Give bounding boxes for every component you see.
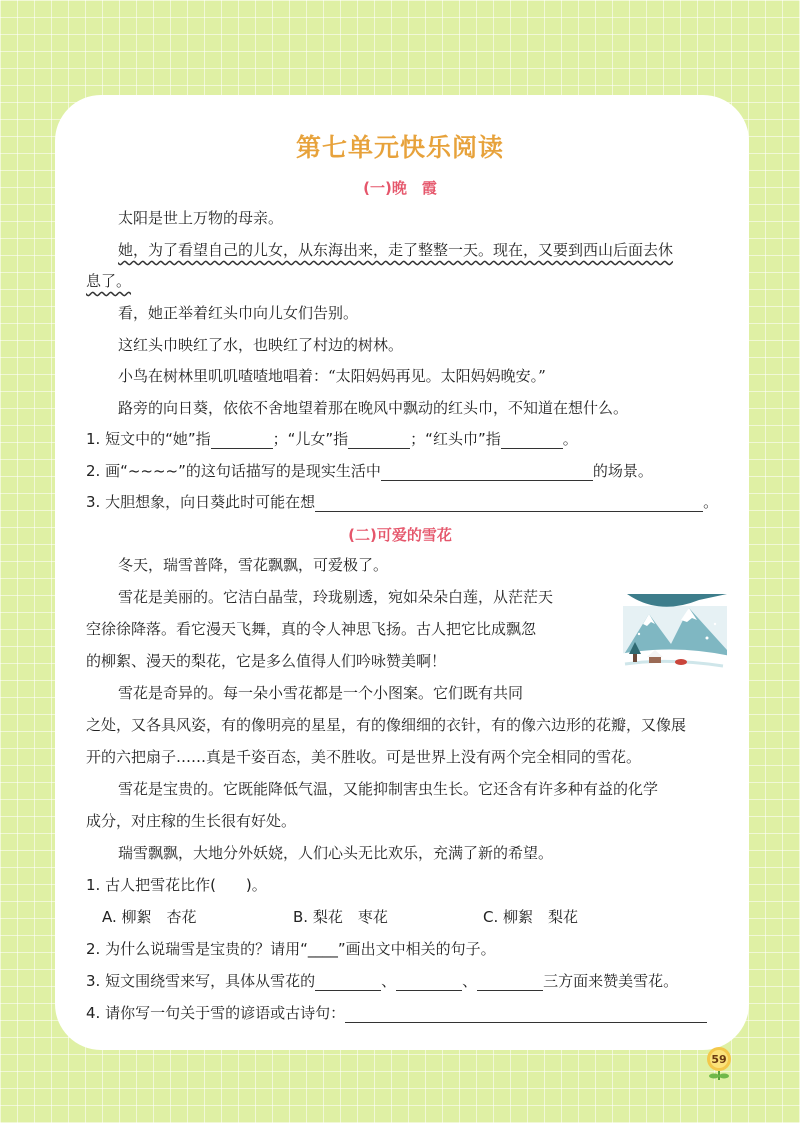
page-number: 59 <box>711 1053 727 1066</box>
s2-paragraph-2-cont: 空徐徐降落。看它漫天飞舞，真的令人神思飞扬。古人把它比成飘忽 <box>86 620 537 638</box>
answer-blank[interactable] <box>477 974 543 991</box>
s1-paragraph-5: 小鸟在树林里叽叽喳喳地唱着：“太阳妈妈再见。太阳妈妈晚安。” <box>118 367 546 385</box>
s2-paragraph-4: 雪花是宝贵的。它既能降低气温，又能抑制害虫生长。它还含有许多种有益的化学 <box>118 780 659 798</box>
s1-paragraph-2-cont: 息了。 <box>86 272 132 290</box>
page-title: 第七单元快乐阅读 <box>295 133 504 162</box>
answer-blank[interactable] <box>381 464 593 481</box>
s1-paragraph-4: 这红头巾映红了水，也映红了村边的树林。 <box>118 336 404 354</box>
s1-question-1: 1. 短文中的“她”指 ；“儿女”指 ；“红头巾”指 。 <box>86 430 578 448</box>
s2-paragraph-4-cont: 成分，对庄稼的生长很有好处。 <box>86 812 297 830</box>
s2-paragraph-2: 雪花是美丽的。它洁白晶莹，玲珑剔透，宛如朵朵白莲，从茫茫天 <box>118 588 554 606</box>
s1-question-2: 2. 画“~~~~”的这句话描写的是现实生活中 的场景。 <box>86 462 653 480</box>
answer-blank[interactable] <box>501 432 563 449</box>
answer-blank[interactable] <box>348 432 410 449</box>
s2-question-2: 2. 为什么说瑞雪是宝贵的？请用“____”画出文中相关的句子。 <box>86 940 496 958</box>
s1-paragraph-1: 太阳是世上万物的母亲。 <box>118 209 284 227</box>
s2-paragraph-2-cont2: 的柳絮、漫天的梨花，它是多么值得人们吟咏赞美啊！ <box>86 652 447 670</box>
s2-paragraph-3-cont2: 开的六把扇子……真是千姿百态，美不胜收。可是世界上没有两个完全相同的雪花。 <box>86 748 642 766</box>
answer-blank[interactable] <box>315 495 703 512</box>
s2-paragraph-3-cont: 之处，又各具风姿，有的像明亮的星星，有的像细细的衣针，有的像六边形的花瓣，又像展 <box>86 716 687 734</box>
answer-blank[interactable] <box>211 432 273 449</box>
s1-paragraph-3: 看，她正举着红头巾向儿女们告别。 <box>118 304 359 322</box>
s1-question-3: 3. 大胆想象，向日葵此时可能在想 。 <box>86 493 719 511</box>
option-b[interactable]: B. 梨花 枣花 <box>293 908 388 926</box>
section2-heading: (二)可爱的雪花 <box>348 526 452 544</box>
s2-question-4: 4. 请你写一句关于雪的谚语或古诗句： <box>86 1003 707 1023</box>
option-a[interactable]: A. 柳絮 杏花 <box>102 908 197 926</box>
answer-blank[interactable] <box>345 1006 707 1023</box>
s2-paragraph-5: 瑞雪飘飘，大地分外妖娆，人们心头无比欢乐，充满了新的希望。 <box>118 844 554 862</box>
s2-paragraph-1: 冬天，瑞雪普降，雪花飘飘，可爱极了。 <box>118 556 389 574</box>
option-c[interactable]: C. 柳絮 梨花 <box>483 908 579 926</box>
snow-landscape-illustration <box>619 594 731 684</box>
answer-blank[interactable] <box>315 974 381 991</box>
s2-paragraph-3: 雪花是奇异的。每一朵小雪花都是一个小图案。它们既有共同 <box>118 684 524 702</box>
s1-paragraph-2: 她，为了看望自己的儿女，从东海出来，走了整整一天。现在，又要到西山后面去休 <box>118 241 674 259</box>
section1-heading: (一)晚 霞 <box>363 179 437 197</box>
s2-question-3: 3. 短文围绕雪来写，具体从雪花的 、 、 三方面来赞美雪花。 <box>86 972 679 990</box>
s2-question-1: 1. 古人把雪花比作( )。 <box>86 876 267 894</box>
answer-blank[interactable] <box>396 974 462 991</box>
s1-paragraph-6: 路旁的向日葵，依依不舍地望着那在晚风中飘动的红头巾，不知道在想什么。 <box>118 399 629 417</box>
